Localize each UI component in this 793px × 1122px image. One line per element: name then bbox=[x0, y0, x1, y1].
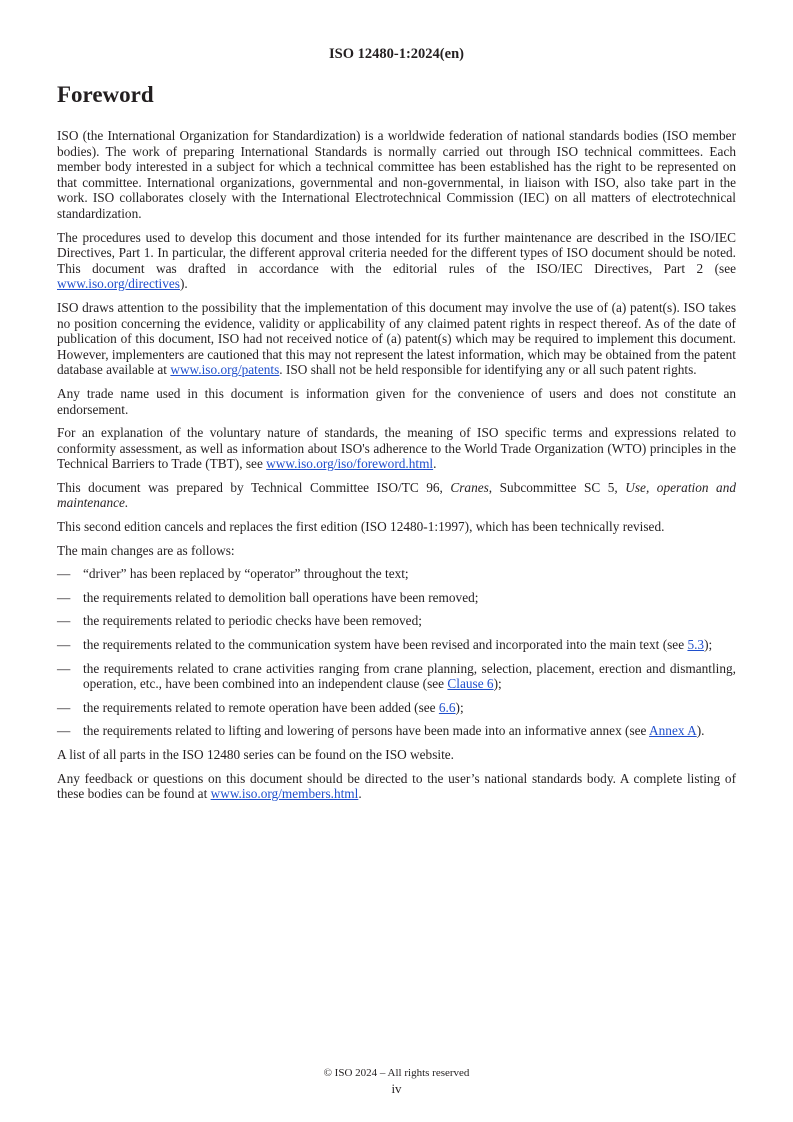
paragraph-series-list: A list of all parts in the ISO 12480 series can be found on the ISO website. bbox=[57, 747, 454, 762]
page-footer bbox=[0, 1066, 793, 1096]
list-item: — the requirements related to lifting and lowering of persons have been made into an informative annex (see Annex A). bbox=[57, 723, 705, 739]
clause-6-link[interactable]: Clause 6 bbox=[447, 676, 494, 692]
list-item: — the requirements related to the communication system have been revised and incorporated into the main text (see 5.3); bbox=[57, 637, 713, 653]
page-title: Foreword bbox=[57, 82, 154, 107]
paragraph-iso-intro: ISO (the International Organization for Standardization) is a worldwide federation of national standards bodies (ISO member bodies). The work of preparing International Standards is normally carried out through ISO technical committees. Each member body interested in a subject for which a technical committee has been established has the right to be represented on that committee. International organizations, governmental and non-governmental, in liaison with ISO, also take part in the work. ISO collaborates closely with the International Electrotechnical Commission (IEC) on all matters of electrotechnical standardization. bbox=[57, 128, 736, 221]
dash-bullet-icon: — bbox=[57, 637, 71, 653]
document-id-header: ISO 12480-1:2024(en) bbox=[329, 46, 464, 62]
patents-link[interactable]: www.iso.org/patents bbox=[170, 362, 280, 378]
list-item: — “driver” has been replaced by “operator” throughout the text; bbox=[57, 566, 409, 582]
list-item: — the requirements related to demolition ball operations have been removed; bbox=[57, 589, 479, 605]
paragraph-edition: This second edition cancels and replaces the first edition (ISO 12480-1:1997), which has been technically revised. bbox=[57, 519, 665, 535]
members-link[interactable]: www.iso.org/members.html bbox=[210, 786, 359, 802]
directives-link[interactable]: www.iso.org/directives bbox=[57, 276, 180, 292]
dash-bullet-icon: — bbox=[57, 589, 71, 605]
annex-a-link[interactable]: Annex A bbox=[649, 723, 697, 739]
paragraph-changes-intro: The main changes are as follows: bbox=[57, 542, 235, 558]
paragraph-voluntary-nature: For an explanation of the voluntary nature of standards, the meaning of ISO specific terms and expressions related to conformity assessment, as well as information about ISO's adherence to the World Trade Organization (WTO) principles in the Technical Barriers to Trade (TBT), see www.iso.org/iso/foreword.html. bbox=[57, 425, 736, 472]
tc-title: Cranes bbox=[450, 479, 489, 495]
paragraph-patents: ISO draws attention to the possibility that the implementation of this document may involve the use of (a) patent(s). ISO takes no position concerning the evidence, validity or applicability of any claimed patent rights in respect thereof. As of the date of publication of this document, ISO had not received notice of (a) patent(s) which may be required to implement this document. However, implementers are cautioned that this may not represent the latest information, which may be obtained from the patent database available at www.iso.org/patents. ISO shall not be held responsible for identifying any or all such patent rights. bbox=[57, 299, 736, 378]
dash-bullet-icon: — bbox=[57, 699, 71, 715]
paragraph-procedures: The procedures used to develop this document and those intended for its further maintenance are described in the ISO/IEC Directives, Part 1. In particular, the different approval criteria needed for the different types of ISO document should be noted. This document was drafted in accordance with the editorial rules of the ISO/IEC Directives, Part 2 (see www.iso.org/directives). bbox=[57, 229, 736, 292]
foreword-link[interactable]: www.iso.org/iso/foreword.html bbox=[266, 456, 434, 472]
dash-bullet-icon: — bbox=[57, 613, 71, 629]
paragraph-committee: This document was prepared by Technical Committee ISO/TC 96, Cranes, Subcommittee SC 5, Use, operation and maintenance. bbox=[57, 479, 736, 511]
sc-title: Use, operation and maintenance. bbox=[57, 479, 736, 511]
list-item: — the requirements related to remote operation have been added (see 6.6); bbox=[57, 699, 464, 715]
dash-bullet-icon: — bbox=[57, 723, 71, 739]
clause-5-3-link[interactable]: 5.3 bbox=[687, 637, 705, 653]
dash-bullet-icon: — bbox=[57, 660, 71, 676]
list-item: — the requirements related to periodic checks have been removed; bbox=[57, 613, 422, 629]
copyright-notice: © ISO 2024 – All rights reserved bbox=[323, 1067, 470, 1079]
paragraph-feedback: Any feedback or questions on this document should be directed to the user’s national standards body. A complete listing of these bodies can be found at www.iso.org/members.html. bbox=[57, 770, 736, 802]
dash-bullet-icon: — bbox=[57, 566, 71, 582]
paragraph-trade-name: Any trade name used in this document is information given for the convenience of users and does not constitute an endorsement. bbox=[57, 385, 736, 417]
list-item: — the requirements related to crane activities ranging from crane planning, selection, placement, erection and dismantling, operation, etc., have been combined into an independent clause (see Clause 6); bbox=[57, 660, 736, 692]
foreword-body bbox=[57, 128, 736, 810]
clause-6-6-link[interactable]: 6.6 bbox=[438, 699, 456, 715]
changes-list bbox=[57, 566, 736, 739]
page-number: iv bbox=[391, 1081, 402, 1096]
